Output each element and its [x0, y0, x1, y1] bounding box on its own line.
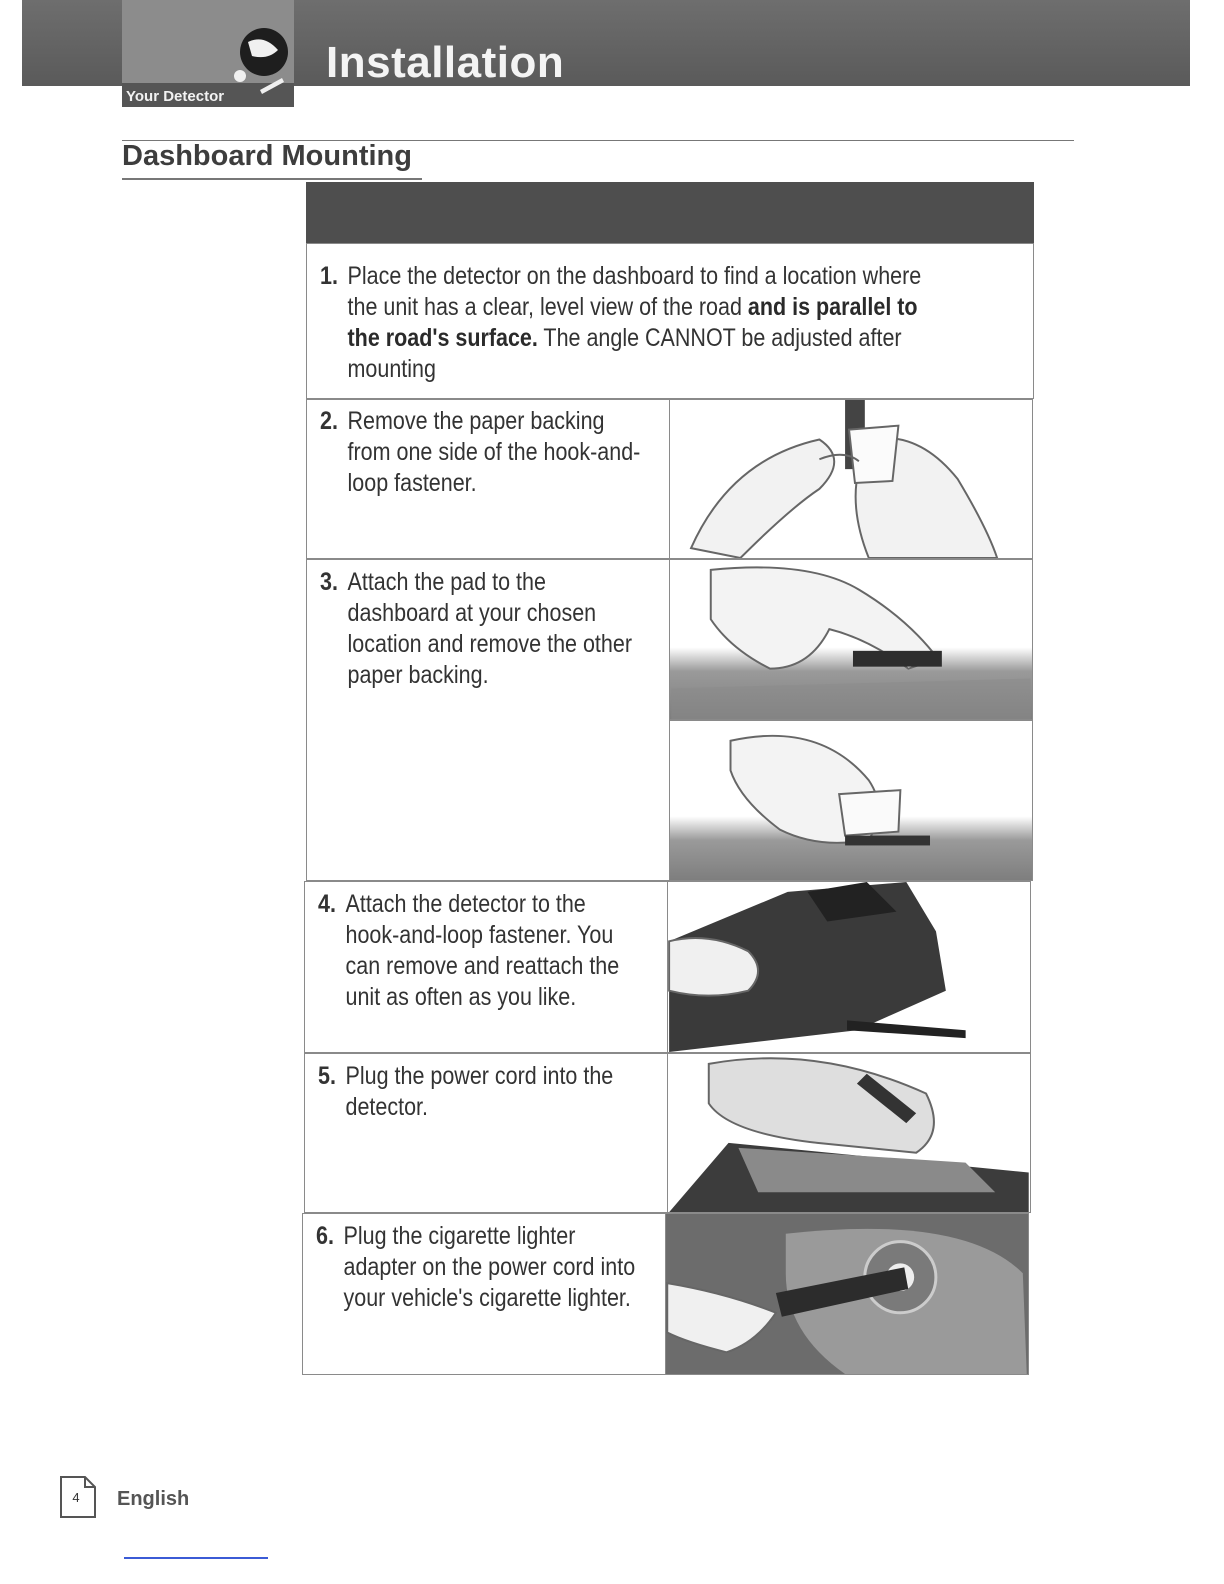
section-bottom-rule: [122, 178, 422, 180]
step-6-number: 6.: [316, 1222, 334, 1250]
detector-icon: [222, 20, 298, 102]
step-3-text: Attach the pad to the dashboard at your chosen location and remove the other paper backing.: [347, 568, 632, 689]
step-1-text-a: Place the detector on the dashboard to find a location where the unit has a clear, level view of the road: [347, 262, 922, 321]
footer-link-underline[interactable]: [124, 1557, 268, 1559]
step-1: [320, 261, 939, 385]
step-1-number: 1.: [320, 262, 338, 290]
step-2-text: Remove the paper backing from one side of the hook-and-loop fastener.: [347, 407, 641, 497]
step-1-text-bold: and is parallel to the road's surface.: [347, 293, 918, 352]
step-2-number: 2.: [320, 407, 338, 435]
step-3: [320, 567, 647, 691]
step-4: [318, 889, 645, 1013]
step-6-text: Plug the cigarette lighter adapter on the power cord into your vehicle's cigarette lighter.: [343, 1222, 636, 1312]
step-5-text: Plug the power cord into the detector.: [345, 1062, 614, 1121]
tab-label: Your Detector: [126, 88, 225, 105]
step-6: [316, 1221, 643, 1314]
step-4-number: 4.: [318, 890, 336, 918]
step-1-text: [320, 261, 939, 385]
detector-on-pad-illustration: [667, 881, 1031, 1053]
hand-pressing-pad-illustration: [669, 559, 1033, 720]
page-title: Installation: [326, 38, 565, 87]
step-3-number: 3.: [320, 568, 338, 596]
step-2: [320, 406, 647, 499]
section-title: Dashboard Mounting: [122, 140, 412, 172]
panel-header-bar: [306, 182, 1034, 243]
step-5: [318, 1061, 645, 1123]
step-4-text: Attach the detector to the hook-and-loop fastener. You can remove and reattach the unit as often as you like.: [345, 890, 620, 1011]
step-1-text-b: The angle CANNOT be adjusted after mounting: [347, 324, 902, 383]
hand-removing-backing-illustration: [669, 720, 1033, 881]
hands-peeling-backing-illustration: [669, 399, 1033, 559]
power-cord-plug-illustration: [667, 1053, 1031, 1213]
footer-language: English: [117, 1488, 190, 1510]
page-number: 4: [72, 1490, 80, 1505]
step-5-number: 5.: [318, 1062, 336, 1090]
lighter-adapter-illustration: [665, 1213, 1029, 1375]
